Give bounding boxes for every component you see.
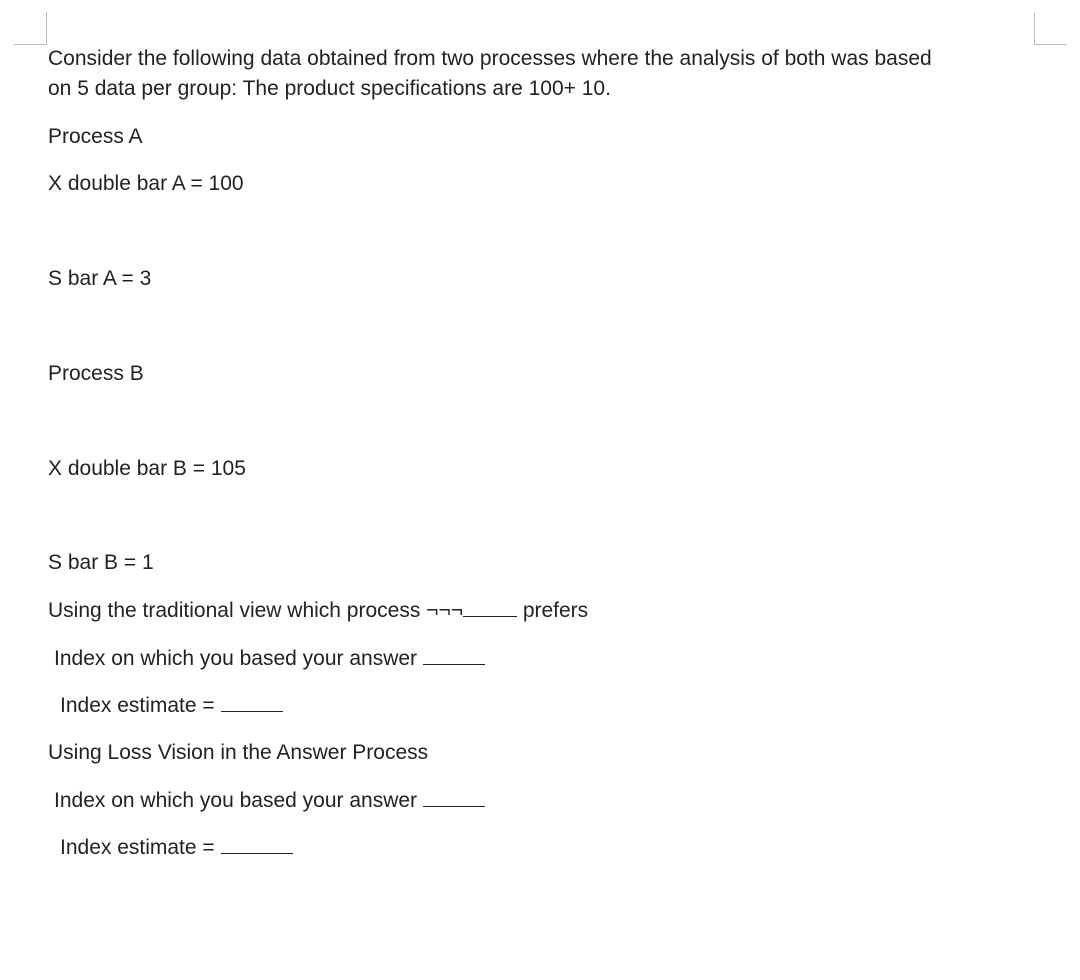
intro-line-2: on 5 data per group: The product specifications are 100+ 10.: [48, 77, 611, 100]
answer-blank-index-2[interactable]: [423, 788, 485, 807]
index-based-question-1: [54, 644, 485, 674]
traditional-view-suffix: prefers: [522, 599, 589, 622]
index-estimate-label-1: Index estimate =: [60, 694, 215, 717]
index-estimate-question-1: [60, 691, 283, 721]
index-based-label-2: Index on which you based your answer: [54, 789, 418, 812]
traditional-view-question: [48, 596, 588, 626]
process-b-heading: Process B: [48, 362, 144, 385]
loss-vision-question: Using Loss Vision in the Answer Process: [48, 741, 429, 764]
index-based-label-1: Index on which you based your answer: [54, 647, 418, 670]
intro-line-1: Consider the following data obtained from two processes where the analysis of both was based: [48, 47, 932, 70]
x-double-bar-b: X double bar B = 105: [48, 457, 246, 480]
answer-blank-index-1[interactable]: [423, 646, 485, 665]
s-bar-b: S bar B = 1: [48, 551, 154, 574]
index-based-question-2: [54, 786, 485, 816]
answer-blank-estimate-1[interactable]: [221, 693, 283, 712]
answer-blank-estimate-2[interactable]: [221, 835, 293, 854]
process-a-heading: Process A: [48, 125, 143, 148]
answer-blank-process[interactable]: [463, 598, 517, 617]
traditional-view-prefix: Using the traditional view which process ¬¬¬: [48, 599, 463, 622]
x-double-bar-a: X double bar A = 100: [48, 172, 244, 195]
index-estimate-question-2: [60, 833, 293, 863]
crop-mark-top-left: [14, 12, 47, 45]
index-estimate-label-2: Index estimate =: [60, 836, 215, 859]
s-bar-a: S bar A = 3: [48, 267, 152, 290]
crop-mark-top-right: [1034, 12, 1067, 45]
